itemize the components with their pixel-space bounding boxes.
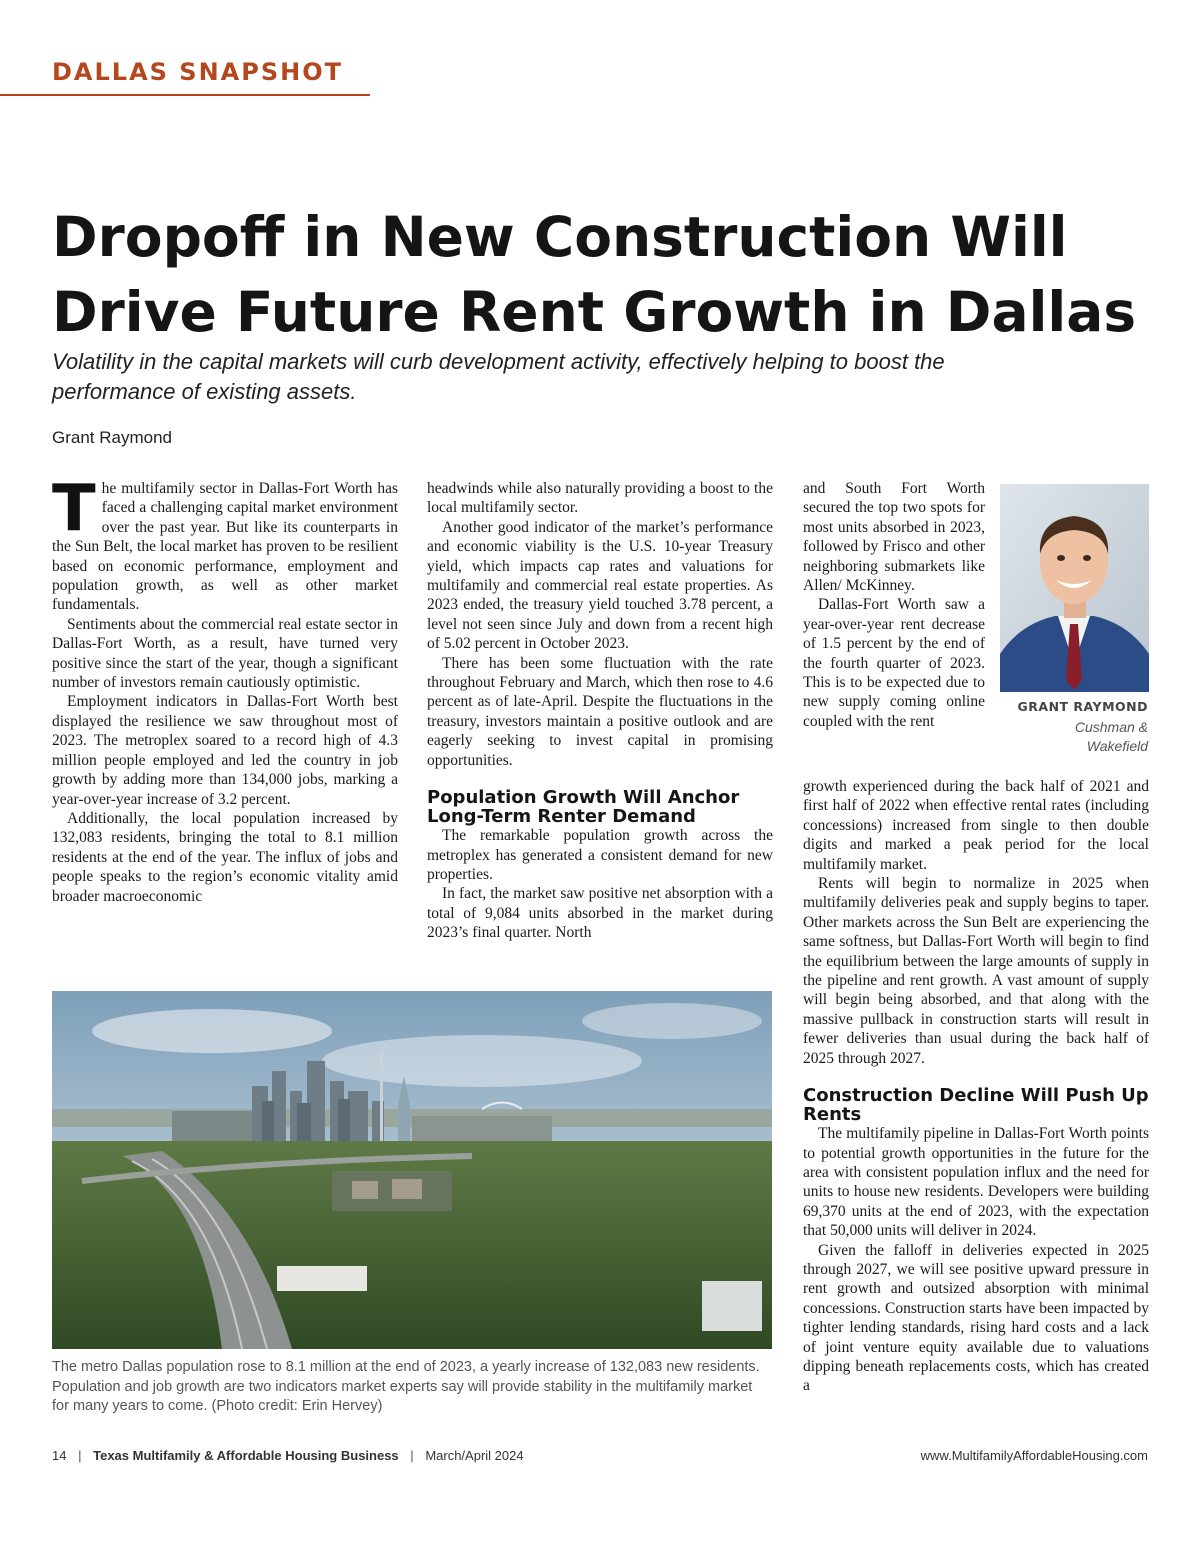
paragraph-text: he multifamily sector in Dallas-Fort Worth has faced a challenging capital market environment over the past year. But like its counterparts in the Sun Belt, the local market has proven to be resilient based on economic performance, employment and population growth, as well as other market fundamentals. [52, 480, 398, 614]
footer-separator: | [78, 1448, 82, 1463]
page-footer [52, 1448, 524, 1463]
dallas-skyline-photo [52, 991, 772, 1349]
profile-company [995, 718, 1148, 756]
paragraph: Another good indicator of the market’s performance and economic viability is the U.S. 10-year Treasury yield, which impacts cap rates and valuations for multifamily and commercial real estate properties. As 2023 ended, the treasury yield touched 3.78 percent, a level not seen since July and down from a recent high of 5.02 percent in October 2023. [427, 518, 773, 653]
paragraph: The multifamily pipeline in Dallas-Fort Worth points to potential growth opportunities in the future for the area with consistent population influx and the need for units to house new residents. Developers were building 69,370 units at the end of 2023, with the expectation that 50,000 units will deliver in 2024. [803, 1125, 1149, 1240]
subheading: Construction Decline Will Push Up Rents [803, 1085, 1149, 1126]
skyline-image [52, 991, 772, 1349]
section-tag-rule [0, 94, 370, 96]
paragraph: headwinds while also naturally providing a boost to the local multifamily sector. [427, 480, 773, 517]
drop-cap: T [52, 472, 96, 546]
article-column-2 [427, 479, 773, 943]
article-column-3-top [803, 479, 985, 731]
deck: Volatility in the capital markets will curb development activity, effectively helping to boost the performance of existing assets. [52, 349, 945, 404]
paragraph: growth experienced during the back half of 2021 and first half of 2022 when effective rental rates (including concessions) increased from single to then double digits and marked a peak period for the local multifamily market. [803, 778, 1149, 873]
publication-name: Texas Multifamily & Affordable Housing Business [93, 1448, 399, 1463]
photo-caption: The metro Dallas population rose to 8.1 million at the end of 2023, a yearly increase of 132,083 new residents. Population and job growth are two indicators market experts say will provide stability in the multifamily market for many years to come. (Photo credit: Erin Hervey) [52, 1359, 760, 1414]
article-column-3-bottom [803, 777, 1149, 1396]
paragraph: There has been some fluctuation with the rate throughout February and March, which then rose to 4.6 percent as of late-April. Despite the fluctuations in the treasury, investors maintain a positive outlook and are eagerly seeking to invest capital in promising opportunities. [427, 654, 773, 769]
footer-url: www.MultifamilyAffordableHousing.com [920, 1448, 1148, 1463]
paragraph: and South Fort Worth secured the top two spots for most units absorbed in 2023, followed by Frisco and other neighboring submarkets like Allen/ McKinney. [803, 480, 985, 595]
profile-company-line: Wakefield [1086, 738, 1148, 754]
paragraph: Sentiments about the commercial real estate sector in Dallas-Fort Worth, as a result, have turned very positive since the start of the year, though a significant number of investors remain cautiously optimistic. [52, 615, 398, 692]
paragraph [52, 472, 398, 615]
subheading: Population Growth Will Anchor Long-Term Renter Demand [427, 787, 740, 828]
paragraph: Dallas-Fort Worth saw a year-over-year rent decrease of 1.5 percent by the end of the fourth quarter of 2023. This is to be expected due to new supply coming online coupled with the rent [803, 596, 985, 730]
paragraph: Additionally, the local population increased by 132,083 residents, bringing the total to 8.1 million residents at the end of the year. The influx of jobs and people speaks to the region’s economic vitality amid broader macroeconomic [52, 809, 398, 905]
paragraph: Rents will begin to normalize in 2025 when multifamily deliveries peak and supply begins to taper. Other markets across the Sun Belt are experiencing the same softness, but Dallas-Fort Worth will begin to find the equilibrium between the large amounts of supply in the pipeline and rent growth. A vast amount of supply will begin being absorbed, and that along with the massive pullback in construction starts will result in fewer deliveries than usual during the back half of 2025 through 2027. [803, 875, 1149, 1067]
profile-company-line: Cushman & [1074, 719, 1148, 735]
author-portrait-image [1000, 484, 1149, 692]
profile-name: GRANT RAYMOND [1017, 699, 1148, 714]
paragraph: In fact, the market saw positive net absorption with a total of 9,084 units absorbed in the market during 2023’s final quarter. North [427, 885, 773, 942]
article-column-1 [52, 472, 398, 906]
footer-separator: | [410, 1448, 414, 1463]
paragraph: The remarkable population growth across the metroplex has generated a consistent demand for new properties. [427, 827, 773, 883]
section-tag: DALLAS SNAPSHOT [52, 58, 343, 86]
paragraph: Given the falloff in deliveries expected in 2025 through 2027, we will see positive upward pressure in rent growth and outsized absorption with minimal concessions. Construction starts have been impacted by tighter lending standards, rising hard costs and a lack of joint venture equity available due to valuations dipping beneath replacements costs, which has created a [803, 1241, 1149, 1395]
paragraph: Employment indicators in Dallas-Fort Worth best displayed the resilience we saw throughout most of 2023. The metroplex soared to a record high of 4.3 million people employed and led the country in job growth by adding more than 134,000 jobs, marking a year-over-year increase of 3.2 percent. [52, 693, 398, 808]
headline: Dropoff in New Construction Will Drive Future Rent Growth in Dallas [52, 205, 1137, 344]
page-number: 14 [52, 1448, 67, 1463]
byline: Grant Raymond [52, 428, 172, 447]
issue-date: March/April 2024 [425, 1448, 524, 1463]
author-headshot [1000, 484, 1149, 692]
